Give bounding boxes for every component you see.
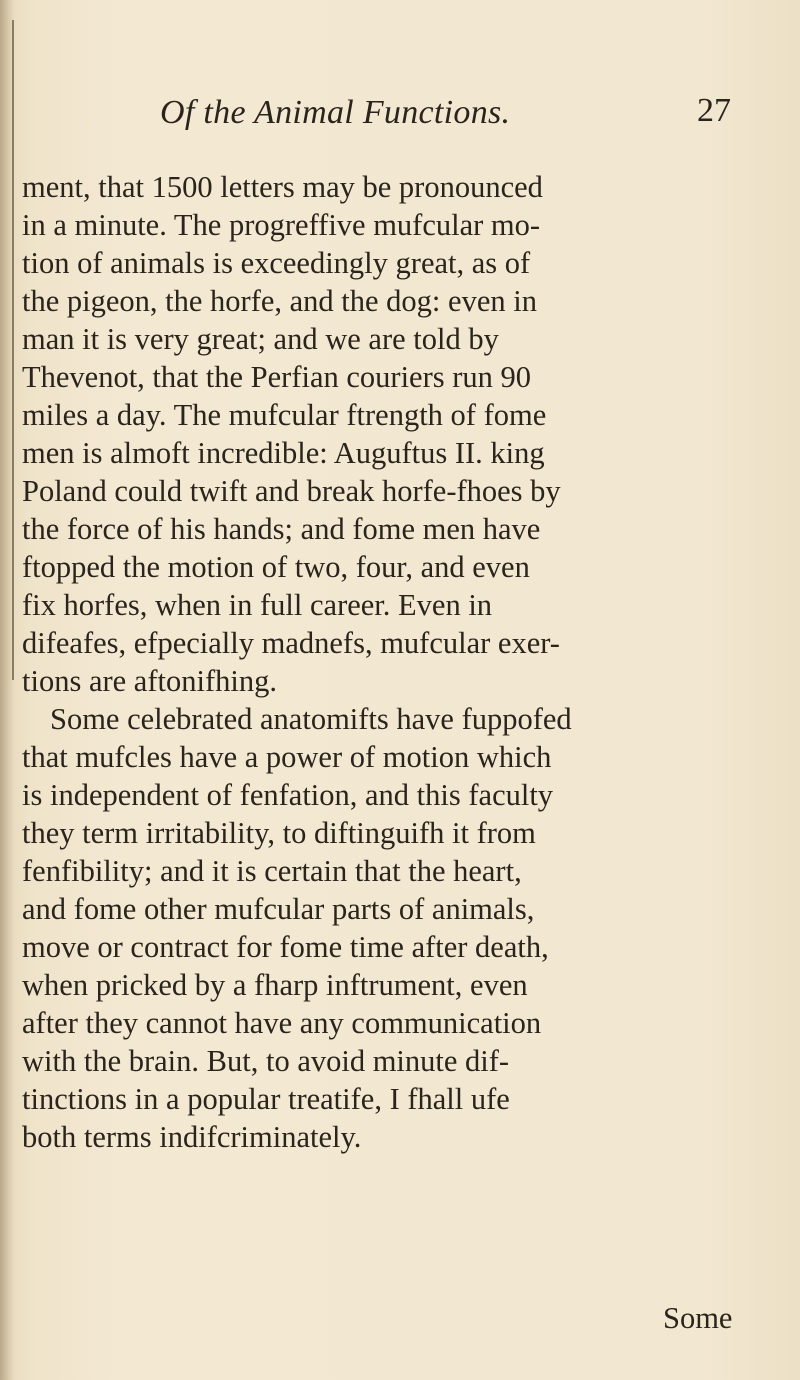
text-line: with the brain. But, to avoid minute dif- [22, 1044, 510, 1078]
text-line: tinctions in a popular treatife, I fhall ufe [22, 1082, 510, 1116]
text-line: tion of animals is exceedingly great, as of [22, 246, 531, 280]
text-line: when pricked by a fharp inftrument, even [22, 968, 528, 1002]
text-line: both terms indifcriminately. [22, 1120, 362, 1154]
text-line: Poland could twift and break horfe-fhoes by [22, 474, 561, 508]
body-text [22, 168, 742, 1156]
text-line: ftopped the motion of two, four, and even [22, 550, 530, 584]
text-line: difeafes, efpecially madnefs, mufcular exer- [22, 626, 560, 660]
text-line: man it is very great; and we are told by [22, 322, 499, 356]
text-line: move or contract for fome time after death, [22, 930, 549, 964]
text-line: the force of his hands; and fome men have [22, 512, 541, 546]
text-line: fenfibility; and it is certain that the heart, [22, 854, 522, 888]
text-line: fix horfes, when in full career. Even in [22, 588, 493, 622]
text-line: Thevenot, that the Perfian couriers run 90 [22, 360, 532, 394]
page-header [0, 88, 800, 148]
running-head: Of the Animal Functions. [160, 94, 511, 131]
text-line: men is almoft incredible: Auguftus II. king [22, 436, 545, 470]
text-line: miles a day. The mufcular ftrength of fome [22, 398, 547, 432]
text-line: after they cannot have any communication [22, 1006, 542, 1040]
text-line: in a minute. The progreffive mufcular mo- [22, 208, 541, 242]
catchword: Some [663, 1301, 733, 1335]
text-line: they term irritability, to diftinguifh it from [22, 816, 536, 850]
text-line: the pigeon, the horfe, and the dog: even in [22, 284, 537, 318]
text-line: ment, that 1500 letters may be pronounced [22, 170, 543, 204]
text-line: is independent of fenfation, and this faculty [22, 778, 554, 812]
text-line: tions are aftonifhing. [22, 664, 277, 698]
paragraph-start-line: Some celebrated anatomifts have fuppofed [50, 702, 572, 736]
text-line: that mufcles have a power of motion which [22, 740, 552, 774]
page-number: 27 [697, 92, 731, 129]
text-line: and fome other mufcular parts of animals, [22, 892, 535, 926]
